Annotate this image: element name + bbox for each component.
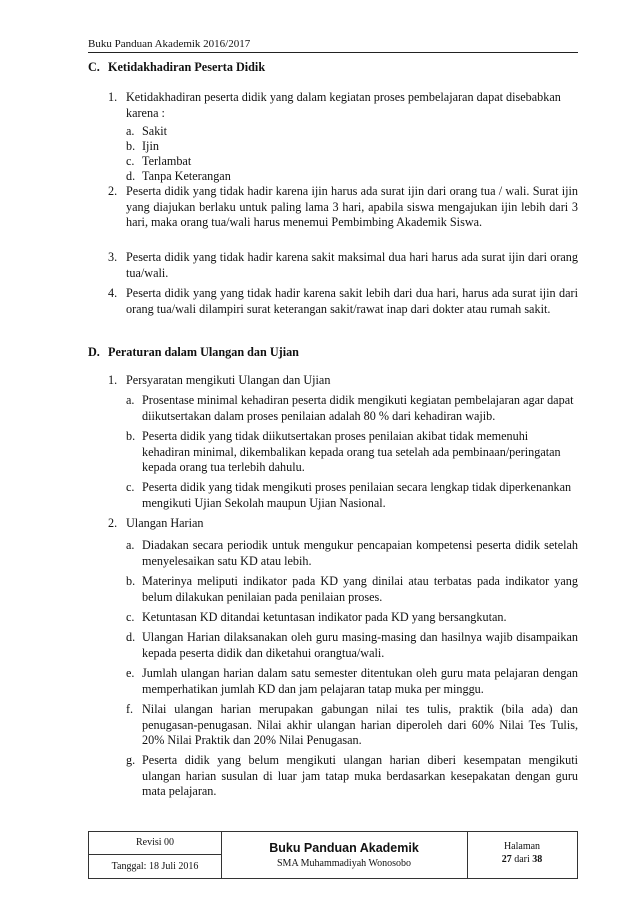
item-letter: a. [126,393,135,407]
item-letter: d. [126,169,136,183]
item-letter: b. [126,429,136,443]
list-item [126,480,578,511]
item-letter: c. [126,480,135,494]
list-item [126,753,578,800]
list-item [126,574,578,605]
item-text: Peserta didik yang yang tidak hadir karena sakit lebih dari dua hari, harus ada surat ijin dari orang tua/wali dilampiri surat keterangan sakit/rawat inap dari dokter atau rumah sakit. [126,286,578,316]
item-number: 1. [108,373,118,387]
section-d-heading: Peraturan dalam Ulangan dan Ujian [108,345,299,359]
list-item [108,516,578,532]
section-d-title [88,345,299,361]
item-text: Prosentase minimal kehadiran peserta didik mengikuti kegiatan pembelajaran agar dapat diikutsertakan dalam proses penilaian adalah 80 % dari kehadiran wajib. [142,393,574,423]
item-letter: c. [126,610,135,624]
item-text: Jumlah ulangan harian dalam satu semester ditentukan oleh guru mata pelajaran dengan memperhatikan jumlah KD dan jam pelajaran tatap muka per minggu. [142,666,578,696]
item-text: Ulangan Harian [126,516,204,530]
item-text: Ulangan Harian dilaksanakan oleh guru masing-masing dan hasilnya wajib disampaikan kepada peserta didik dan diketahui orangtua/wali. [142,630,578,660]
item-text: Materinya meliputi indikator pada KD yang dinilai atau terbatas pada indikator yang belum dilakukan penilaian pada penilaian proses. [142,574,578,604]
list-item [126,429,578,476]
list-item [126,139,578,155]
section-c-title [88,60,265,76]
item-number: 2. [108,184,118,198]
list-item [108,184,578,231]
footer-date: Tanggal: 18 Juli 2016 [111,861,199,872]
footer-page-cell [467,832,577,878]
item-text: Ketidakhadiran peserta didik yang dalam kegiatan proses pembelajaran dapat disebabkan karena : [126,90,561,120]
header-rule [88,52,578,53]
item-letter: a. [126,538,135,552]
footer-title-cell [221,832,468,878]
list-item [126,169,578,185]
item-text: Tanpa Keterangan [142,169,231,183]
list-item [126,666,578,697]
item-text: Peserta didik yang tidak mengikuti proses penilaian secara lengkap tidak diperkenankan mengikuti Ujian Sekolah maupun Ujian Nasional. [142,480,572,510]
list-item [108,90,578,121]
item-text: Persyaratan mengikuti Ulangan dan Ujian [126,373,331,387]
list-item [126,393,578,424]
item-number: 4. [108,286,118,300]
section-d-letter: D. [88,345,100,359]
footer-title: Buku Panduan Akademik [269,841,419,855]
footer-revision: Revisi 00 [89,832,221,855]
item-letter: d. [126,630,136,644]
list-item [126,538,578,569]
item-letter: a. [126,124,135,138]
running-header: Buku Panduan Akademik 2016/2017 [88,38,251,50]
list-item [108,373,578,389]
item-number: 1. [108,90,118,104]
item-letter: c. [126,154,135,168]
item-letter: e. [126,666,135,680]
item-text: Nilai ulangan harian merupakan gabungan nilai tes tulis, praktik (bila ada) dan penugasan-penugasan. Nilai akhir ulangan harian diperoleh dari 60% Nilai Tes Tulis, 20% Nilai Praktik dan 20% Nilai Penugasan. [142,702,578,747]
item-letter: b. [126,139,136,153]
page-of-word: dari [514,854,530,865]
item-letter: g. [126,753,136,767]
item-text: Peserta didik yang belum mengikuti ulangan harian diberi kesempatan mengikuti ulangan harian susulan di luar jam tatap muka berdasarkan kesepakatan dengan guru mata pelajaran. [142,753,578,798]
list-item [108,286,578,317]
footer-school: SMA Muhammadiyah Wonosobo [276,858,411,869]
footer-page-label: Halaman [503,841,541,852]
list-item [126,702,578,749]
list-item [108,250,578,281]
list-item [126,124,578,140]
item-text: Ketuntasan KD ditandai ketuntasan indikator pada KD yang bersangkutan. [142,610,507,624]
total-pages: 38 [532,854,543,865]
item-letter: b. [126,574,136,588]
item-text: Peserta didik yang tidak hadir karena ijin harus ada surat ijin dari orang tua / wali. Surat ijin yang diajukan berlaku untuk paling lama 3 hari, apabila siswa mengajukan ijin lebih dari 3 hari, maka orang tua/wali harus menemui Pembimbing Akademik Siswa. [126,184,578,229]
item-number: 2. [108,516,118,530]
section-c-letter: C. [88,60,100,74]
section-c-heading: Ketidakhadiran Peserta Didik [108,60,266,74]
item-text: Peserta didik yang tidak hadir karena sakit maksimal dua hari harus ada surat ijin dari orang tua/wali. [126,250,578,280]
list-item [126,630,578,661]
item-number: 3. [108,250,118,264]
list-item [126,154,578,170]
footer-page-number [467,854,577,865]
page-footer [88,831,578,879]
list-item [126,610,578,626]
current-page: 27 [501,854,512,865]
item-text: Sakit [142,124,168,138]
item-text: Peserta didik yang tidak diikutsertakan proses penilaian akibat tidak memenuhi kehadiran minimal, dikembalikan kepada orang tua setelah ada pembinaan/peringatan kepada orang tua terlebih dahulu. [142,429,561,474]
footer-revision-cell [89,832,222,878]
item-text: Diadakan secara periodik untuk mengukur pencapaian kompetensi peserta didik setelah menyelesaikan satu KD atau lebih. [142,538,578,568]
item-text: Ijin [142,139,159,153]
item-letter: f. [126,702,134,716]
item-text: Terlambat [142,154,192,168]
